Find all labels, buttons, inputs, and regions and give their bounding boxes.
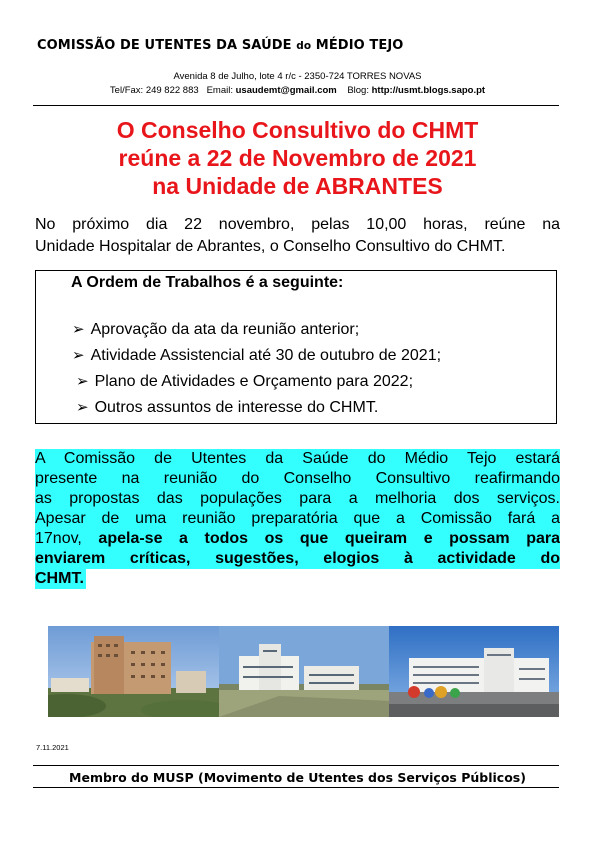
phone: Tel/Fax: 249 822 883 (109, 85, 199, 96)
blog-link[interactable]: http://usmt.blogs.sapo.pt (371, 85, 486, 96)
org-name (37, 38, 403, 53)
hospital-photo-3 (389, 626, 559, 717)
agenda-item-text: Atividade Assistencial até 30 de outubro de 2021; (90, 347, 442, 364)
hospital-photo-2 (219, 626, 389, 717)
highlight-paragraph (35, 449, 560, 595)
email-link[interactable]: usaudemt@gmail.com (235, 85, 337, 96)
highlight-line-3: as propostas das populações para a melhoria dos serviços. (35, 490, 560, 507)
intro-paragraph (35, 214, 560, 258)
agenda-item (72, 320, 359, 339)
agenda-item-text: Plano de Atividades e Orçamento para 2022; (94, 373, 414, 390)
contacts (0, 85, 595, 96)
header-divider (33, 105, 559, 106)
arrow-bullet-icon: ➢ (76, 372, 89, 390)
blog-label: Blog: (347, 85, 369, 96)
highlight-line-6-bold: enviarem críticas, sugestões, elogios à actividade do (35, 550, 560, 567)
intro-line-2: Unidade Hospitalar de Abrantes, o Conselho Consultivo do CHMT. (35, 238, 506, 255)
document-date: 7.11.2021 (36, 743, 69, 752)
org-name-main: COMISSÃO DE UTENTES DA SAÚDE (37, 38, 297, 53)
headline (0, 116, 595, 200)
highlight-line-5 (35, 529, 560, 549)
email-label: Email: (206, 85, 233, 96)
address: Avenida 8 de Julho, lote 4 r/c - 2350-724 TORRES NOVAS (173, 71, 422, 82)
headline-line-3: na Unidade de ABRANTES (152, 173, 443, 199)
agenda-item (72, 346, 441, 365)
arrow-bullet-icon: ➢ (72, 320, 85, 338)
highlight-line-7-bold: CHMT. (35, 570, 84, 587)
footer-divider-top (33, 765, 559, 766)
arrow-bullet-icon: ➢ (72, 346, 85, 364)
agenda-item-text: Aprovação da ata da reunião anterior; (90, 321, 360, 338)
highlight-line-2: presente na reunião do Conselho Consultivo reafirmando (35, 470, 560, 487)
highlight-line-5-bold: apela-se a todos os que queiram e possam para (98, 530, 560, 547)
agenda-box (35, 270, 557, 424)
highlight-line-7 (35, 569, 86, 589)
highlight-line-6 (35, 549, 560, 569)
highlight-line-5-plain: 17nov, (35, 530, 99, 547)
arrow-bullet-icon: ➢ (76, 398, 89, 416)
headline-line-2: reúne a 22 de Novembro de 2021 (118, 145, 477, 171)
footer-text: Membro do MUSP (Movimento de Utentes dos Serviços Públicos) (69, 770, 526, 785)
highlight-line-4: Apesar de uma reunião preparatória que a Comissão fará a (35, 510, 560, 527)
org-name-small: do (296, 40, 312, 52)
intro-line-1: No próximo dia 22 novembro, pelas 10,00 horas, reúne na (35, 216, 560, 233)
footer-divider-bottom (33, 787, 559, 788)
hospital-photos (36, 626, 559, 717)
agenda-item (76, 398, 378, 417)
highlight-line-1: A Comissão de Utentes da Saúde do Médio Tejo estará (35, 450, 560, 467)
org-name-end: MÉDIO TEJO (311, 38, 404, 53)
agenda-title: A Ordem de Trabalhos é a seguinte: (71, 274, 344, 291)
headline-line-1: O Conselho Consultivo do CHMT (116, 117, 479, 143)
hospital-photo-1 (36, 626, 219, 717)
agenda-item-text: Outros assuntos de interesse do CHMT. (94, 399, 379, 416)
agenda-item (76, 372, 413, 391)
